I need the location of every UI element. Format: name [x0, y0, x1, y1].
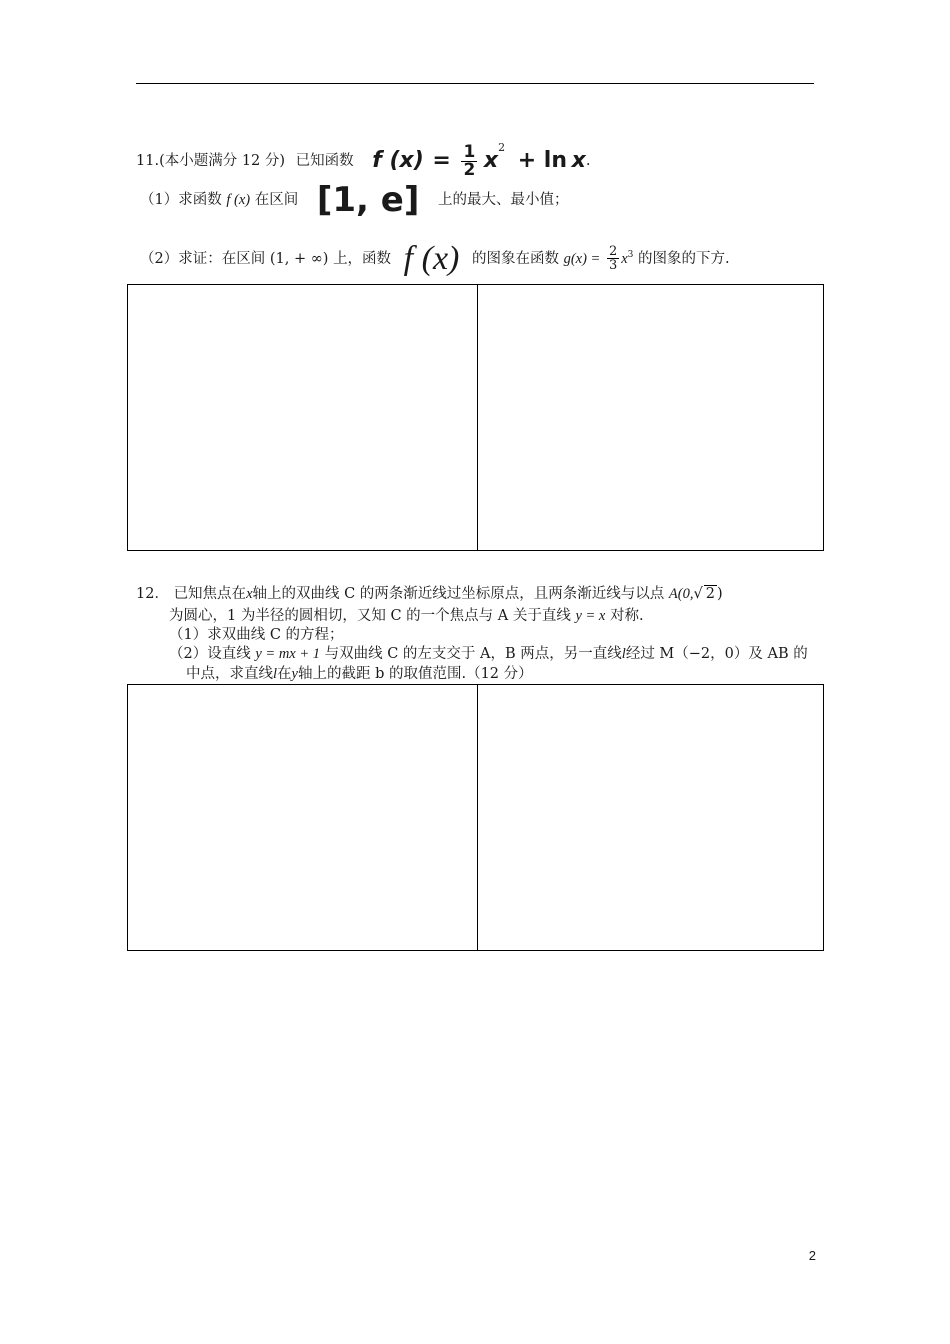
q11-part-1 [140, 180, 569, 220]
q12-l2-b: 对称. [609, 608, 644, 624]
q12-l4-a: （2）设直线 [169, 646, 251, 662]
q11-p2-sup3: 3 [627, 250, 634, 260]
q12-l4-b: 与双曲线 C 的左支交于 A，B 两点，另一直线 [324, 646, 622, 662]
q11-p2-fraction [607, 245, 619, 272]
q11-eq: = [432, 148, 451, 173]
q11-p2-suffix: 的图象的下方. [638, 250, 730, 267]
q12-l3: （1）求双曲线 C 的方程； [169, 627, 344, 643]
q12-line-4 [169, 644, 808, 664]
q11-p2-frac-num: 2 [608, 244, 618, 260]
q12-line-3 [169, 625, 344, 645]
q11-fx: f (x) [372, 148, 424, 173]
q12-line-5 [186, 664, 533, 684]
q12-l4-c: 经过 M（−2，0）及 AB 的 [625, 646, 808, 662]
q11-answer-box[interactable] [127, 284, 824, 551]
q12-l1-b: 轴上的双曲线 C 的两条渐近线过坐标原点，且两条渐近线与以点 [252, 586, 665, 602]
q11-p2-mid2: 的图象在函数 [471, 250, 559, 267]
q11-p1-prefix: （1）求函数 [140, 192, 222, 208]
q12-line-1 [136, 584, 723, 604]
q11-answer-divider [477, 285, 478, 550]
q11-fraction [461, 141, 477, 180]
q11-p1-mid: 在区间 [254, 192, 299, 208]
header-rule [136, 83, 814, 84]
q12-l5-c: 轴上的截距 b 的取值范围.（12 分） [297, 666, 533, 682]
q11-p2-fx: f (x) [403, 239, 460, 277]
q11-x2: x [483, 148, 499, 173]
q11-frac-num: 1 [463, 141, 476, 162]
q12-line-2 [169, 606, 644, 626]
q11-end-dot: . [585, 153, 591, 169]
q12-l1-x: x [246, 586, 253, 602]
q12-answer-box[interactable] [127, 684, 824, 951]
q11-p2-gx: g(x) = [563, 250, 601, 267]
q11-number: 11. [136, 153, 160, 169]
q11-p1-fx: f (x) [226, 192, 251, 208]
q11-p2-prefix: （2）求证：在区间 [140, 250, 266, 267]
q12-l4-l: l [621, 646, 626, 662]
q12-number: 12． [136, 586, 169, 602]
q12-l2-a: 为圆心，1 为半径的圆相切，又知 C 的一个焦点与 A 关于直线 [169, 608, 571, 624]
q12-l2-eq: y = x [575, 608, 606, 624]
q11-p1-interval: [1, e] [316, 180, 420, 220]
q11-plus-ln: + ln [517, 148, 568, 173]
q11-x-end: x [571, 148, 586, 173]
q11-frac-den: 2 [463, 159, 476, 180]
q12-l1-a: 已知焦点在 [173, 586, 247, 602]
q11-part-2 [140, 239, 730, 277]
q12-l5-a: 中点，求直线 [186, 666, 273, 682]
q11-line-1 [136, 138, 590, 179]
q12-sqrt-symbol: √ [693, 586, 703, 602]
q11-p2-x3: x [621, 250, 628, 267]
q12-l5-y: y [291, 666, 298, 682]
q12-l1-sqrt: 2 [705, 586, 715, 602]
q12-answer-divider [477, 685, 478, 950]
q12-l4-eq: y = mx + 1 [255, 646, 321, 662]
q12-l5-l: l [273, 666, 278, 682]
q11-p1-suffix: 上的最大、最小值； [437, 192, 569, 208]
q11-header: (本小题满分 12 分) [159, 153, 286, 169]
q11-sup2: 2 [498, 141, 506, 154]
page-number: 2 [808, 1248, 816, 1263]
q11-p2-interval: (1, + ∞) [269, 250, 329, 267]
q11-intro: 已知函数 [295, 153, 354, 169]
q11-p2-mid: 上，函数 [333, 250, 392, 267]
q11-p2-frac-den: 3 [608, 258, 618, 274]
q12-l5-b: 在 [277, 666, 292, 682]
q12-l1-close: ) [716, 586, 723, 602]
q12-l1-point: A(0, [668, 586, 694, 602]
